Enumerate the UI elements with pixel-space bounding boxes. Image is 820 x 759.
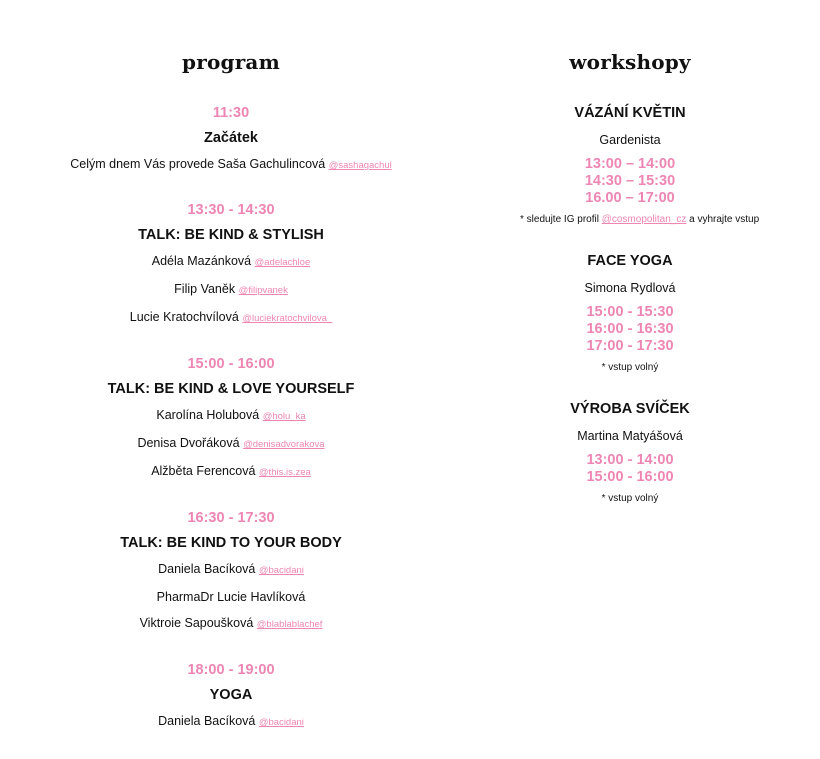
workshop-host: Gardenista bbox=[599, 133, 661, 147]
speaker-name: Filip Vaněk bbox=[174, 282, 236, 296]
speaker-name: Daniela Bacíková bbox=[158, 562, 256, 576]
workshop-time: 15:00 - 16:00 bbox=[586, 469, 674, 485]
workshop-item bbox=[520, 400, 740, 505]
workshop-host: Simona Rydlová bbox=[584, 281, 676, 295]
speaker bbox=[0, 156, 462, 174]
slot-time: 15:00 - 16:00 bbox=[187, 356, 275, 372]
workshops-list bbox=[520, 104, 760, 531]
instagram-handle-link[interactable]: @this.is.zea bbox=[258, 467, 311, 478]
slot-title: TALK: BE KIND & LOVE YOURSELF bbox=[107, 381, 355, 397]
speaker-name: Denisa Dvořáková bbox=[137, 436, 240, 450]
speaker-name: Alžběta Ferencová bbox=[151, 464, 256, 478]
speaker-name: Lucie Kratochvílová bbox=[129, 310, 239, 324]
slot-time: 16:30 - 17:30 bbox=[187, 510, 275, 526]
workshop-time: 13:00 – 14:00 bbox=[584, 156, 676, 172]
workshop-time: 13:00 - 14:00 bbox=[586, 452, 674, 468]
speaker bbox=[0, 253, 462, 271]
workshop-title: VÝROBA SVÍČEK bbox=[570, 401, 690, 417]
speaker bbox=[0, 615, 462, 633]
slot-time: 13:30 - 14:30 bbox=[187, 202, 275, 218]
speaker-name: Adéla Mazánková bbox=[151, 254, 252, 268]
note-text: a vyhrajte vstup bbox=[686, 214, 760, 225]
instagram-handle-link[interactable]: @adelachloe bbox=[254, 257, 311, 268]
workshop-host: Martina Matyášová bbox=[577, 429, 683, 443]
workshop-note: * vstup volný bbox=[601, 362, 659, 373]
program-slot bbox=[0, 509, 462, 633]
workshop-item bbox=[520, 104, 760, 226]
speaker bbox=[0, 281, 462, 299]
workshop-title: FACE YOGA bbox=[587, 253, 673, 269]
instagram-handle-link[interactable]: @luciekratochvilova_ bbox=[242, 313, 333, 324]
workshop-time: 16.00 – 17:00 bbox=[585, 190, 675, 206]
workshop-note: * vstup volný bbox=[601, 493, 659, 504]
speaker bbox=[0, 463, 462, 481]
workshop-time: 16:00 - 16:30 bbox=[586, 321, 674, 337]
instagram-handle-link[interactable]: @holu_ka bbox=[262, 411, 306, 422]
program-slot bbox=[0, 104, 462, 174]
slot-time: 11:30 bbox=[212, 105, 250, 121]
workshop-time: 17:00 - 17:30 bbox=[586, 338, 674, 354]
instagram-handle-link[interactable]: @blablablachef bbox=[256, 619, 323, 630]
instagram-handle-link[interactable]: @cosmopolitan_cz bbox=[601, 214, 687, 225]
workshop-item bbox=[520, 252, 740, 374]
instagram-handle-link[interactable]: @filipvanek bbox=[238, 285, 288, 296]
instagram-handle-link[interactable]: @bacidani bbox=[258, 717, 304, 728]
workshop-times bbox=[520, 452, 740, 486]
speaker bbox=[0, 407, 462, 425]
slot-time: 18:00 - 19:00 bbox=[187, 662, 275, 678]
speaker-name: PharmaDr Lucie Havlíková bbox=[156, 590, 306, 604]
instagram-handle-link[interactable]: @sashagachul bbox=[328, 160, 392, 171]
speaker-name: Daniela Bacíková bbox=[158, 714, 256, 728]
instagram-handle-link[interactable]: @denisadvorakova bbox=[243, 439, 325, 450]
speaker-name: Viktroie Sapoušková bbox=[139, 616, 254, 630]
workshop-time: 14:30 – 15:30 bbox=[584, 173, 676, 189]
instagram-handle-link[interactable]: @bacidani bbox=[258, 565, 304, 576]
workshop-title: VÁZÁNÍ KVĚTIN bbox=[574, 105, 686, 121]
slot-title: TALK: BE KIND & STYLISH bbox=[138, 227, 324, 243]
speaker bbox=[0, 713, 462, 731]
program-schedule bbox=[0, 104, 462, 759]
speaker-name: Celým dnem Vás provede Saša Gachulincová bbox=[70, 157, 326, 171]
speaker bbox=[0, 435, 462, 453]
workshop-times bbox=[520, 156, 740, 207]
speaker-name: Karolína Holubová bbox=[156, 408, 260, 422]
slot-title: YOGA bbox=[209, 687, 253, 703]
speaker bbox=[0, 589, 462, 605]
slot-title: TALK: BE KIND TO YOUR BODY bbox=[120, 535, 342, 551]
speaker bbox=[0, 309, 462, 327]
workshop-time: 15:00 - 15:30 bbox=[586, 304, 674, 320]
workshop-times bbox=[520, 304, 740, 355]
program-slot bbox=[0, 661, 462, 731]
speaker bbox=[0, 561, 462, 579]
program-slot bbox=[0, 355, 462, 481]
note-text: * sledujte IG profil bbox=[520, 214, 602, 225]
workshops-heading: workshopy bbox=[569, 50, 691, 74]
workshop-note bbox=[520, 213, 760, 226]
slot-title: Začátek bbox=[203, 130, 258, 146]
program-slot bbox=[0, 201, 462, 327]
program-heading: program bbox=[182, 50, 280, 74]
